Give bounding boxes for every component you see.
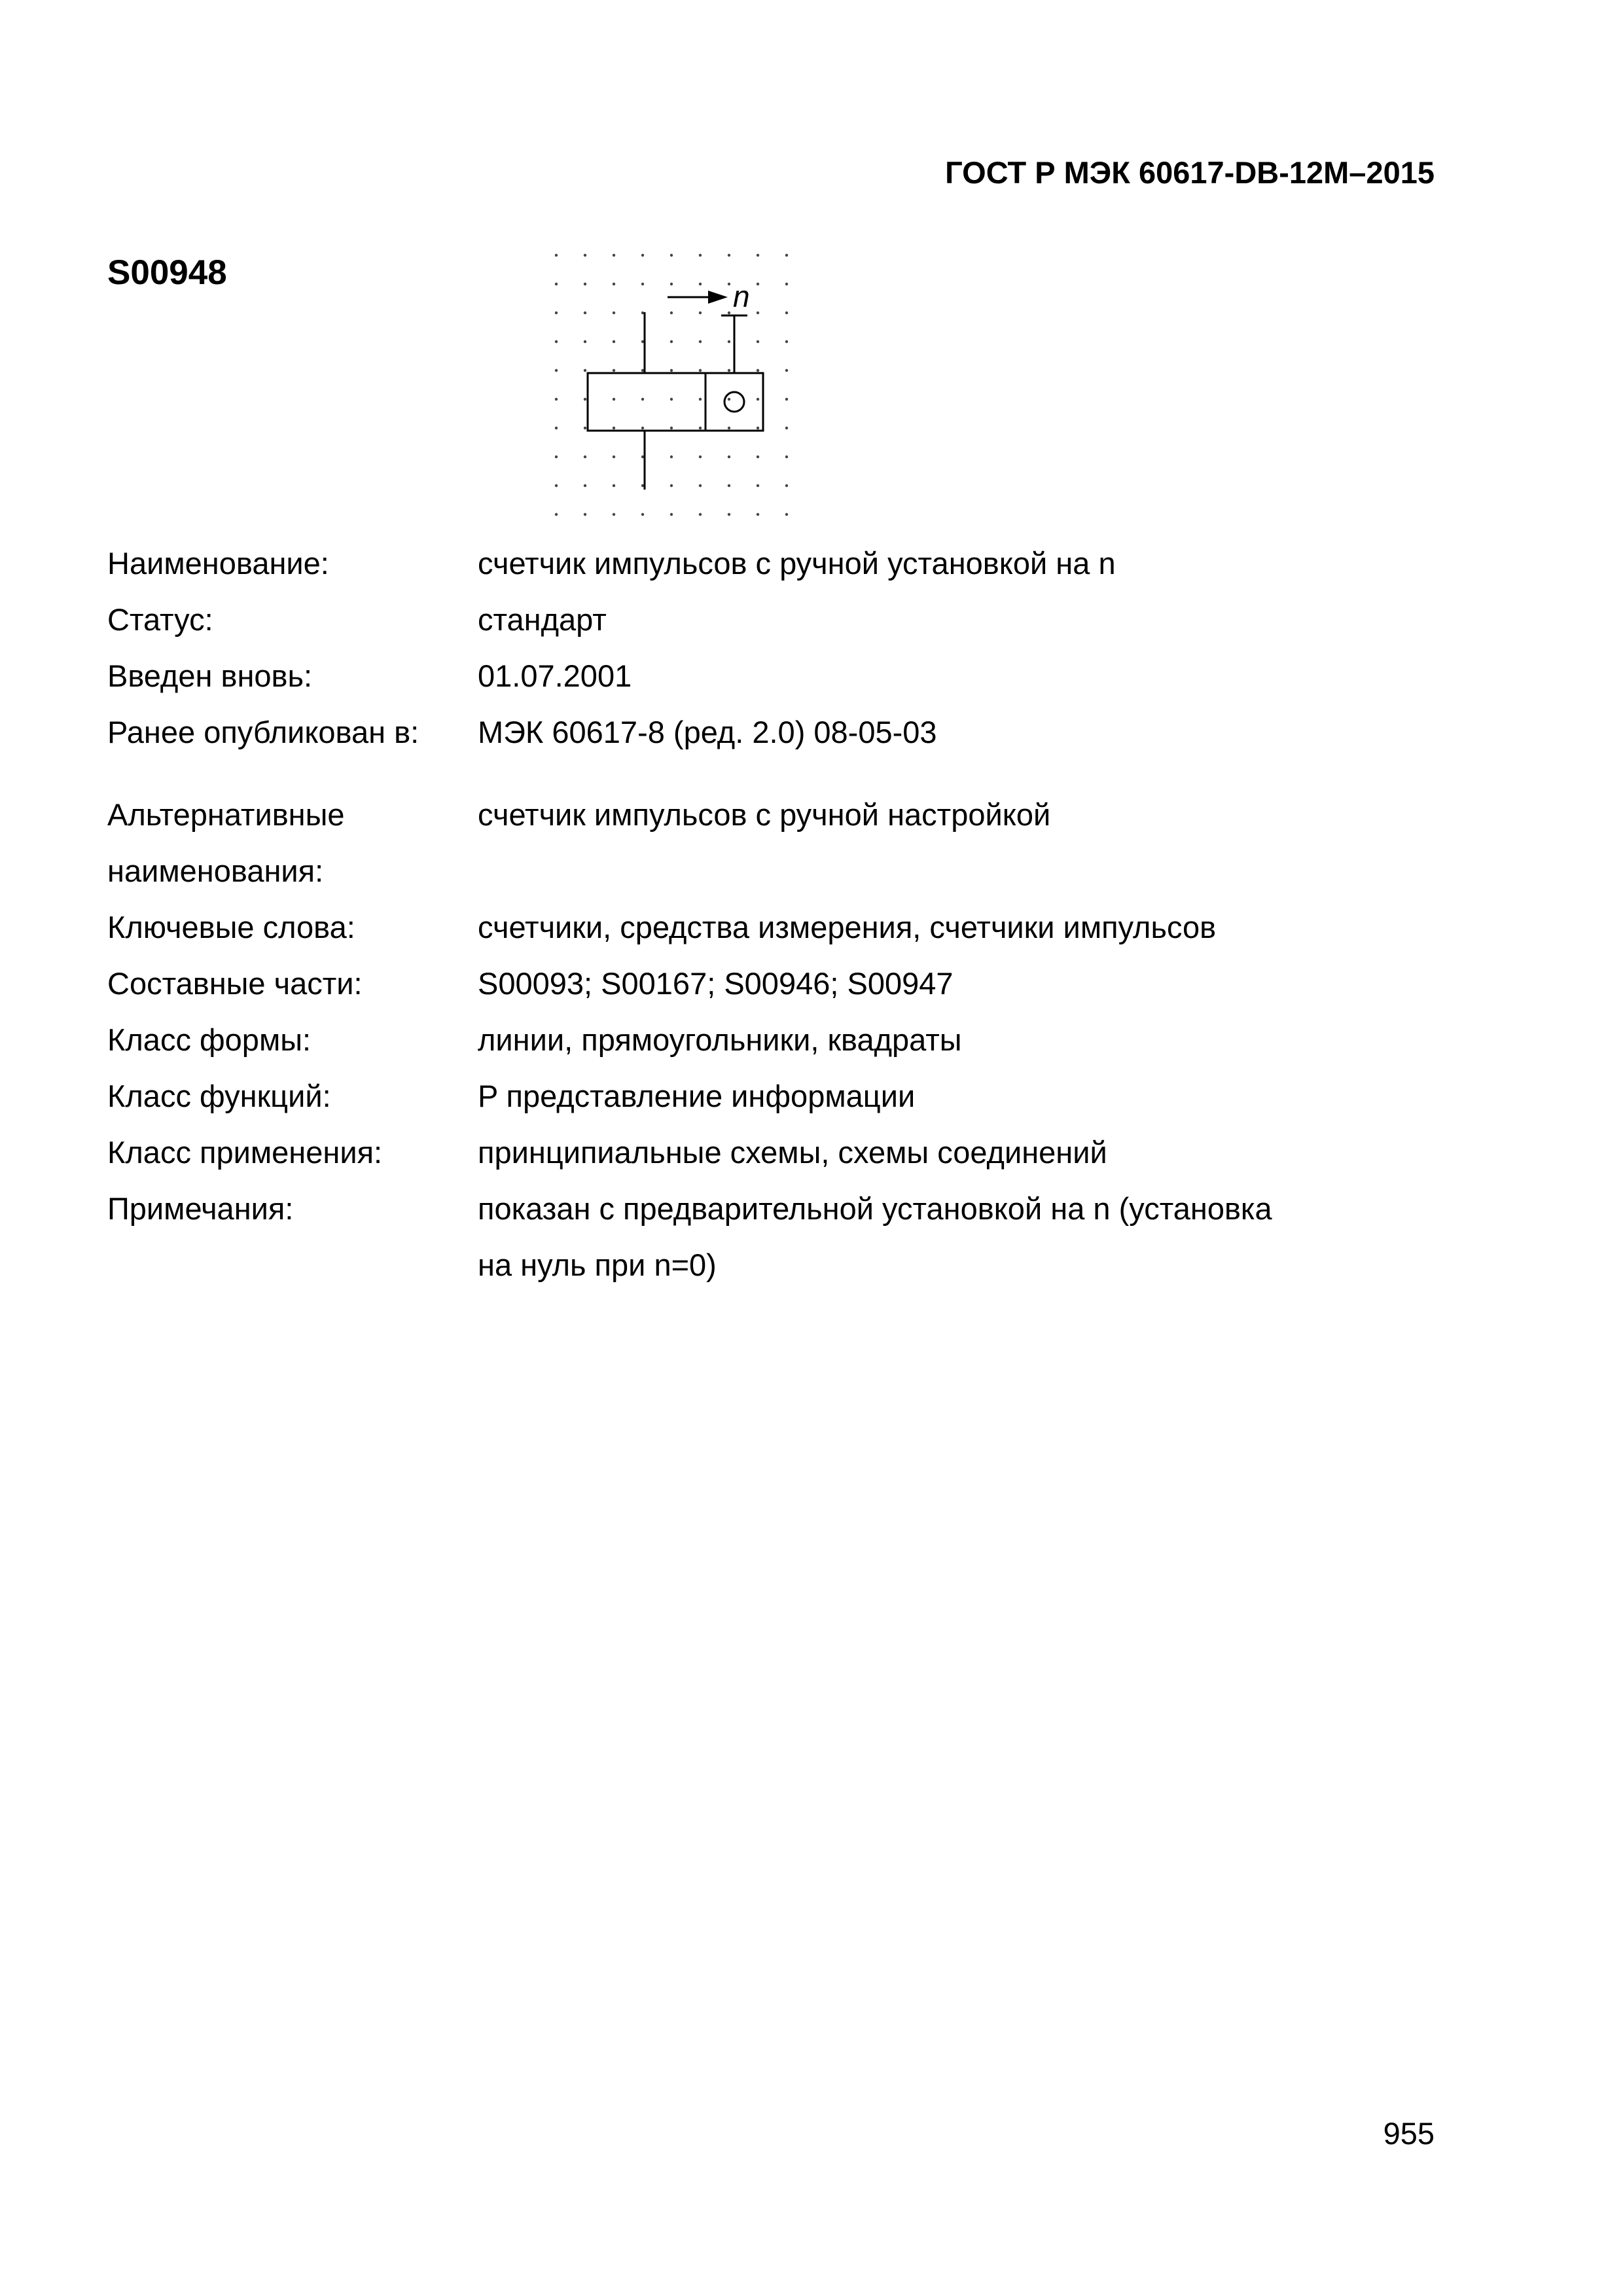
property-row-notes [107,1181,1416,1237]
property-label: Класс применения: [107,1135,383,1170]
property-row-alternative-names-cont [107,843,1416,899]
property-row-alternative-names [107,787,1416,843]
property-row-function-class [107,1068,1416,1124]
property-row-introduced [107,648,1416,704]
property-value: показан с предварительной установкой на n (установка [478,1191,1272,1226]
property-row-shape-class [107,1012,1416,1068]
property-value: S00093; S00167; S00946; S00947 [478,966,954,1001]
property-value: 01.07.2001 [478,658,632,693]
property-value: счетчик импульсов с ручной установкой на n [478,546,1116,581]
symbol-code: S00948 [107,253,227,292]
property-value [478,843,1416,899]
property-label: Альтернативные [107,797,345,832]
property-label: Ранее опубликован в: [107,715,419,749]
page-number: 955 [1383,2116,1435,2151]
property-label: Статус: [107,602,213,637]
property-row-notes-cont [107,1237,1416,1293]
property-value: счетчики, средства измерения, счетчики импульсов [478,910,1217,944]
property-value: стандарт [478,602,607,637]
property-value: на нуль при n=0) [478,1247,717,1282]
property-row-application-class [107,1124,1416,1181]
property-label: Введен вновь: [107,658,313,693]
table-spacer [107,761,1416,787]
preset-n-label: n [733,279,750,314]
property-label: Примечания: [107,1191,294,1226]
preset-arrow-head [708,291,728,304]
property-label: Класс формы: [107,1022,312,1057]
property-label: Класс функций: [107,1079,331,1113]
property-label [107,1237,478,1293]
property-label: наименования: [107,853,324,888]
counter-symbol-figure [543,243,805,525]
manual-control-circle [724,392,744,412]
grid-dots [555,254,788,516]
property-value: счетчик импульсов с ручной настройкой [478,797,1051,832]
property-row-status [107,592,1416,648]
properties-table [107,535,1416,1293]
property-label: Составные части: [107,966,363,1001]
property-label: Ключевые слова: [107,910,355,944]
property-row-components [107,956,1416,1012]
property-label: Наименование: [107,546,329,581]
property-row-published [107,704,1416,761]
property-value: P представление информации [478,1079,916,1113]
preset-box [705,373,763,431]
property-value: МЭК 60617-8 (ред. 2.0) 08-05-03 [478,715,937,749]
property-value: принципиальные схемы, схемы соединений [478,1135,1107,1170]
property-row-name [107,535,1416,592]
property-row-keywords [107,899,1416,956]
property-value: линии, прямоугольники, квадраты [478,1022,962,1057]
counter-body [588,373,705,431]
standard-designation: ГОСТ Р МЭК 60617-DB-12M–2015 [945,155,1435,190]
